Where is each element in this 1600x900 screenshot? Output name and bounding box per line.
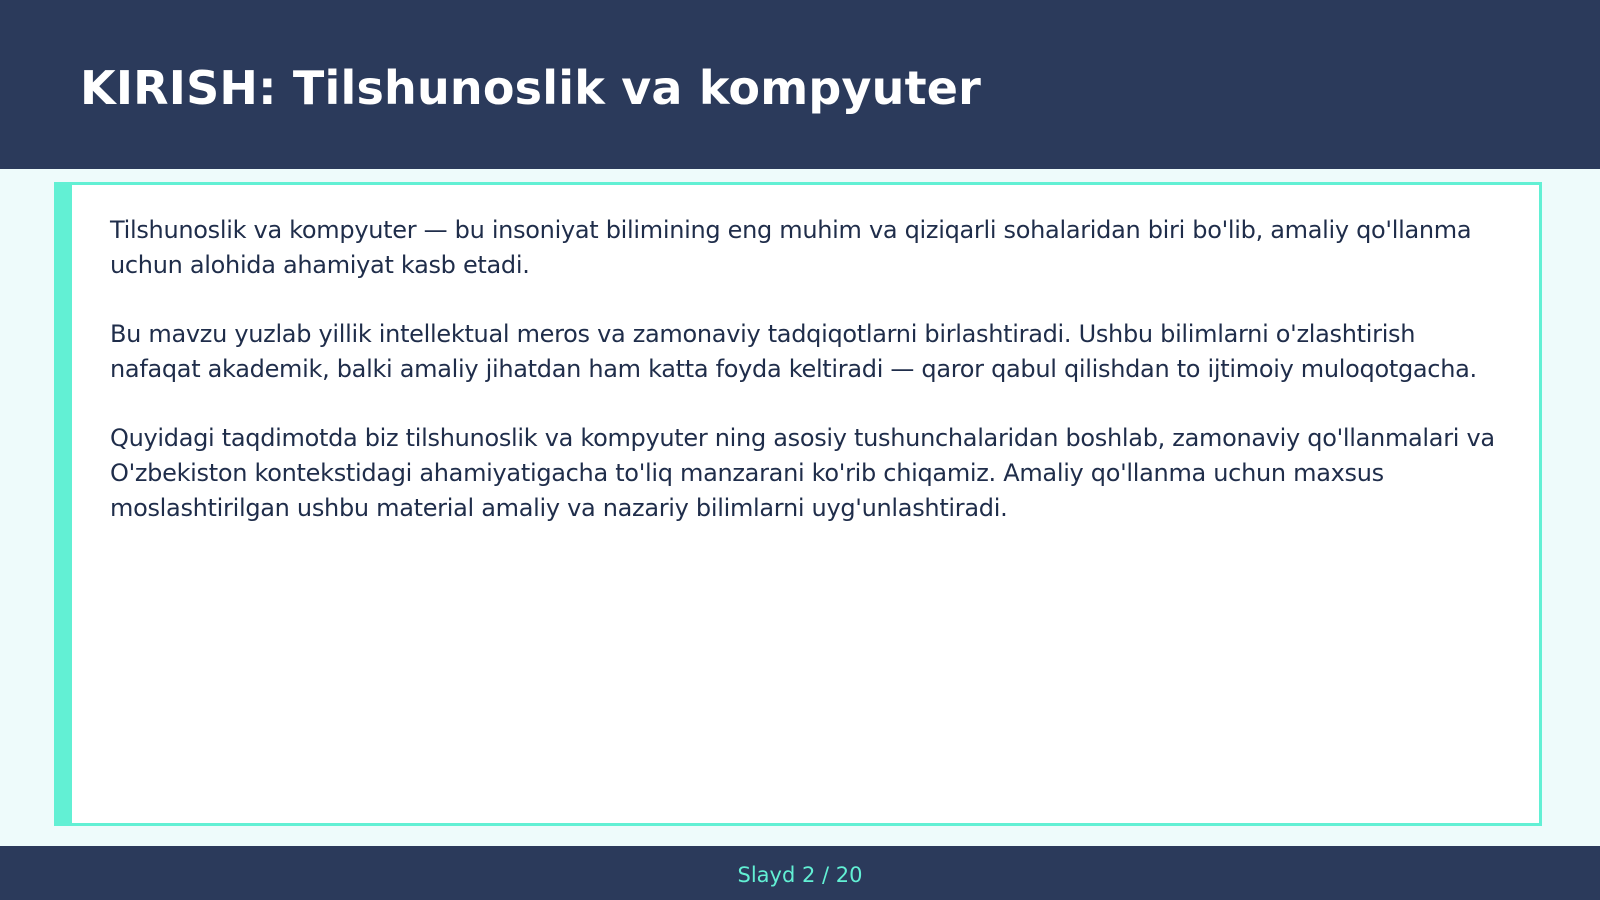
- slide-footer: [0, 846, 1600, 900]
- slide-title: KIRISH: Tilshunoslik va kompyuter: [80, 61, 982, 115]
- paragraph-intro: Tilshunoslik va kompyuter — bu insoniyat bilimining eng muhim va qiziqarli sohalaridan biri bo'lib, amaliy qo'llanma uchun alohida ahamiyat kasb etadi.: [110, 216, 1472, 279]
- slide-number: Slayd 2 / 20: [737, 863, 863, 887]
- content-body: [110, 213, 1510, 560]
- paragraph-overview: Quyidagi taqdimotda biz tilshunoslik va kompyuter ning asosiy tushunchalaridan boshlab, zamonaviy qo'llanmalari va O'zbekiston kontekstidagi ahamiyatigacha to'liq manzarani ko'rib chiqamiz. Amaliy qo'llanma uchun maxsus moslashtirilgan ushbu material amaliy va nazariy bilimlarni uyg'unlashtiradi.: [110, 424, 1495, 522]
- paragraph-heritage: Bu mavzu yuzlab yillik intellektual meros va zamonaviy tadqiqotlarni birlashtiradi. Ushbu bilimlarni o'zlashtirish nafaqat akademik, balki amaliy jihatdan ham katta foyda keltiradi — qaror qabul qilishdan to ijtimoiy muloqotgacha.: [110, 320, 1477, 383]
- content-card: [54, 182, 1542, 826]
- slide-header: [0, 0, 1600, 169]
